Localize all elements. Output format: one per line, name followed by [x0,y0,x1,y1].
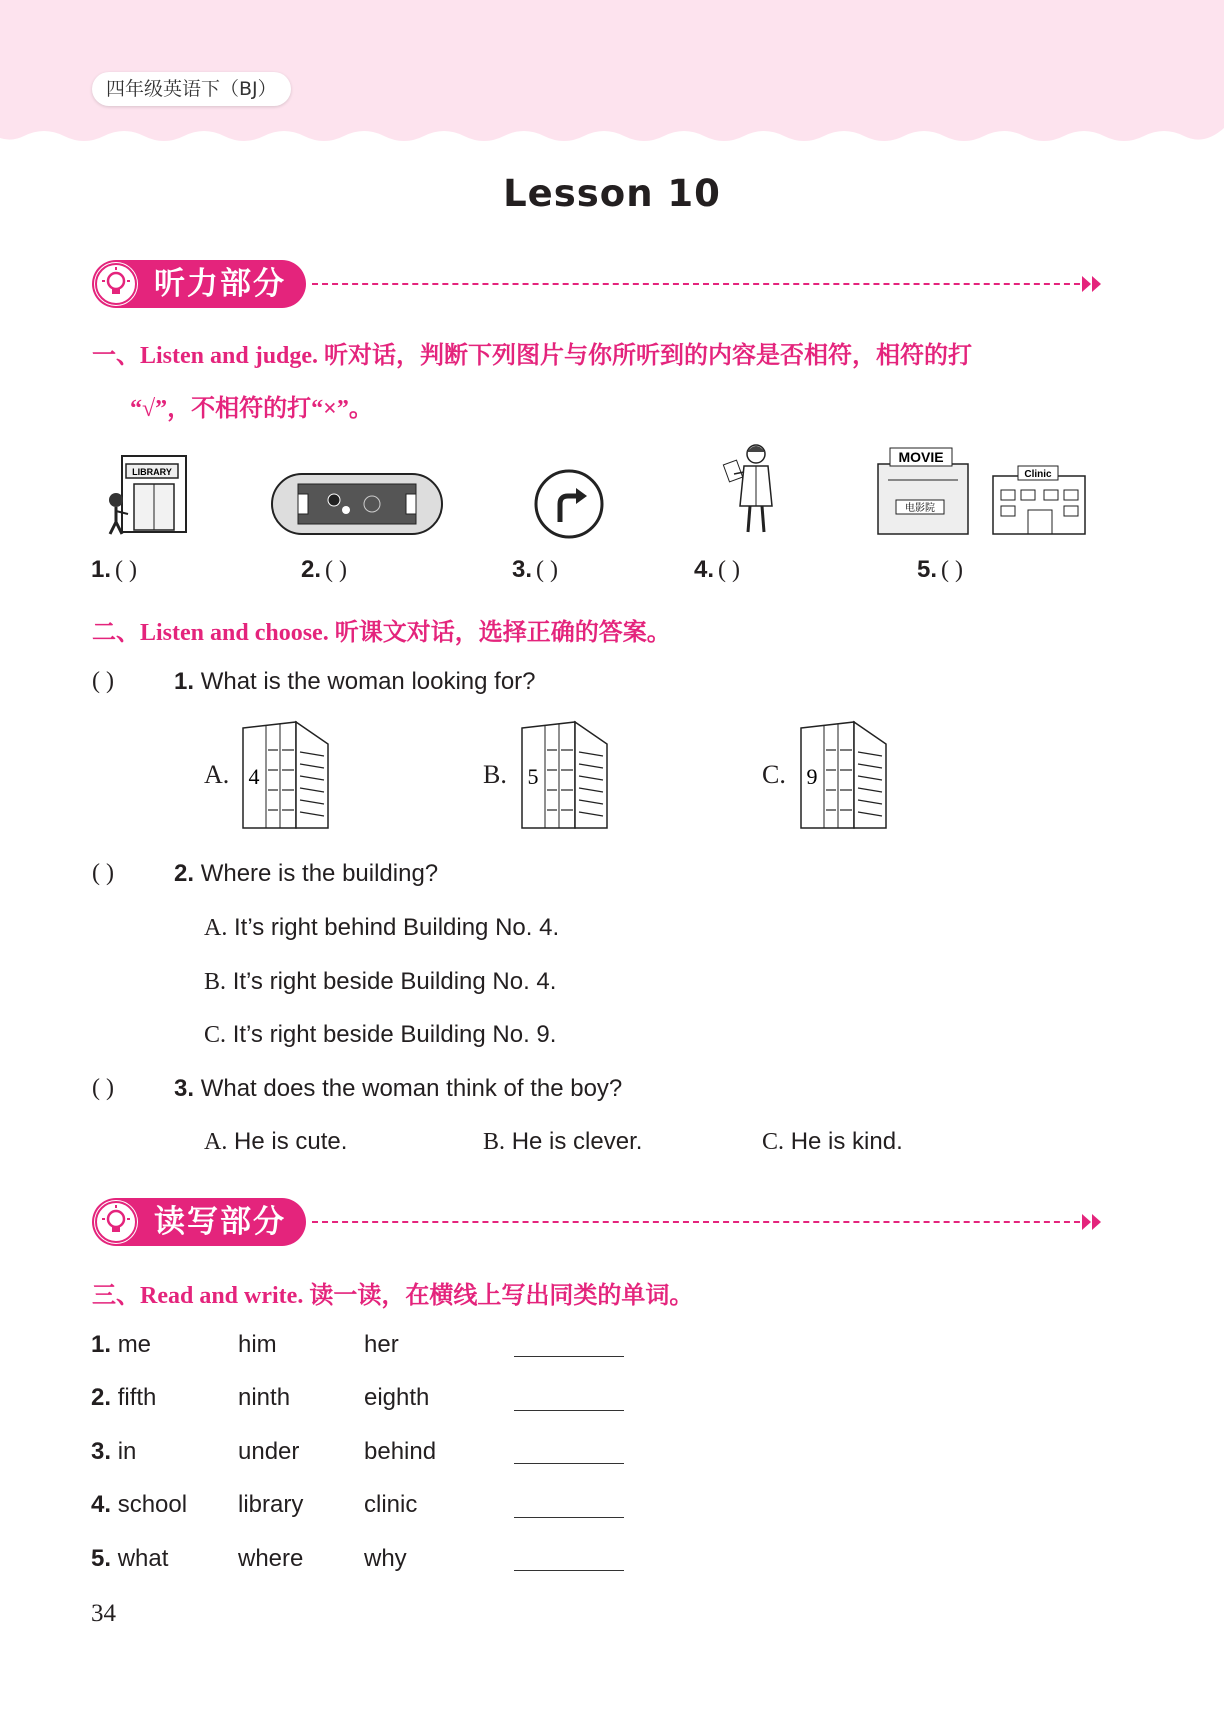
svg-text:电影院: 电影院 [905,503,935,514]
word: ninth [238,1384,291,1411]
part1-item: 1. ( ) [91,556,137,583]
part1-item: 3. ( ) [512,556,558,583]
word: clinic [364,1491,418,1518]
section-title: 读写部分 [154,1204,286,1240]
svg-text:4: 4 [248,764,260,789]
question-3: 3. What does the woman think of the boy? [174,1075,623,1102]
answer-blank[interactable] [514,1570,624,1571]
part1-item: 5. ( ) [917,556,963,583]
answer-blank[interactable] [514,1463,624,1464]
building-icon [238,720,333,830]
part1-item: 4. ( ) [694,556,740,583]
question-1: 1. What is the woman looking for? [174,668,536,695]
doctor-icon [720,440,786,540]
svg-text:LIBRARY: LIBRARY [132,467,172,477]
option-a: A. It’s right behind Building No. 4. [204,914,560,941]
double-arrow-icon [1082,1212,1104,1232]
part2-heading: 二、Listen and choose. 听课文对话，选择正确的答案。 [92,620,671,646]
option-b: B. It’s right beside Building No. 4. [204,968,557,995]
page-number: 34 [91,1600,116,1627]
word: behind [364,1438,437,1465]
answer-blank[interactable] [514,1517,624,1518]
part1-heading-cont: “√”，不相符的打“×”。 [130,396,373,422]
svg-text:9: 9 [806,764,818,789]
word: library [238,1491,304,1518]
answer-paren: ( ) [92,860,114,886]
double-arrow-icon [1082,274,1104,294]
part3-heading: 三、Read and write. 读一读，在横线上写出同类的单词。 [92,1283,694,1309]
option-a: A. He is cute. [204,1128,348,1155]
section-divider [312,283,1090,285]
svg-text:5: 5 [527,764,539,789]
turn-right-sign-icon [533,468,605,540]
soccer-field-icon [270,470,445,538]
answer-paren: ( ) [92,668,114,694]
answer-blank[interactable] [514,1410,624,1411]
word: eighth [364,1384,430,1411]
answer-paren: ( ) [92,1075,114,1101]
svg-text:MOVIE: MOVIE [898,449,944,465]
word: why [364,1545,407,1572]
word-row: 5. what [91,1545,169,1572]
word-row: 2. fifth [91,1384,157,1411]
section-header-reading [92,1198,306,1246]
lightbulb-icon [94,262,138,306]
option-c: C. It’s right beside Building No. 9. [204,1021,557,1048]
cinema-clinic-icon [868,440,1088,540]
part1-item: 2. ( ) [301,556,347,583]
library-icon [100,448,192,538]
lesson-title: Lesson 10 [503,172,721,215]
part1-heading: 一、Listen and judge. 听对话，判断下列图片与你所听到的内容是否相符，相符的打 [92,343,973,369]
book-tag: 四年级英语下（BJ） [92,72,291,106]
word: under [238,1438,300,1465]
word-row: 3. in [91,1438,137,1465]
word: her [364,1331,399,1358]
word: him [238,1331,277,1358]
question-2: 2. Where is the building? [174,860,439,887]
word-row: 4. school [91,1491,188,1518]
section-header-listening [92,260,306,308]
section-title: 听力部分 [154,266,286,302]
answer-blank[interactable] [514,1356,624,1357]
section-divider [312,1221,1090,1223]
word-row: 1. me [91,1331,152,1358]
word: where [238,1545,304,1572]
option-b: B. He is clever. [483,1128,643,1155]
svg-text:Clinic: Clinic [1024,469,1052,480]
option-c: C. He is kind. [762,1128,903,1155]
lightbulb-icon [94,1200,138,1244]
building-icon [517,720,612,830]
building-icon [796,720,891,830]
